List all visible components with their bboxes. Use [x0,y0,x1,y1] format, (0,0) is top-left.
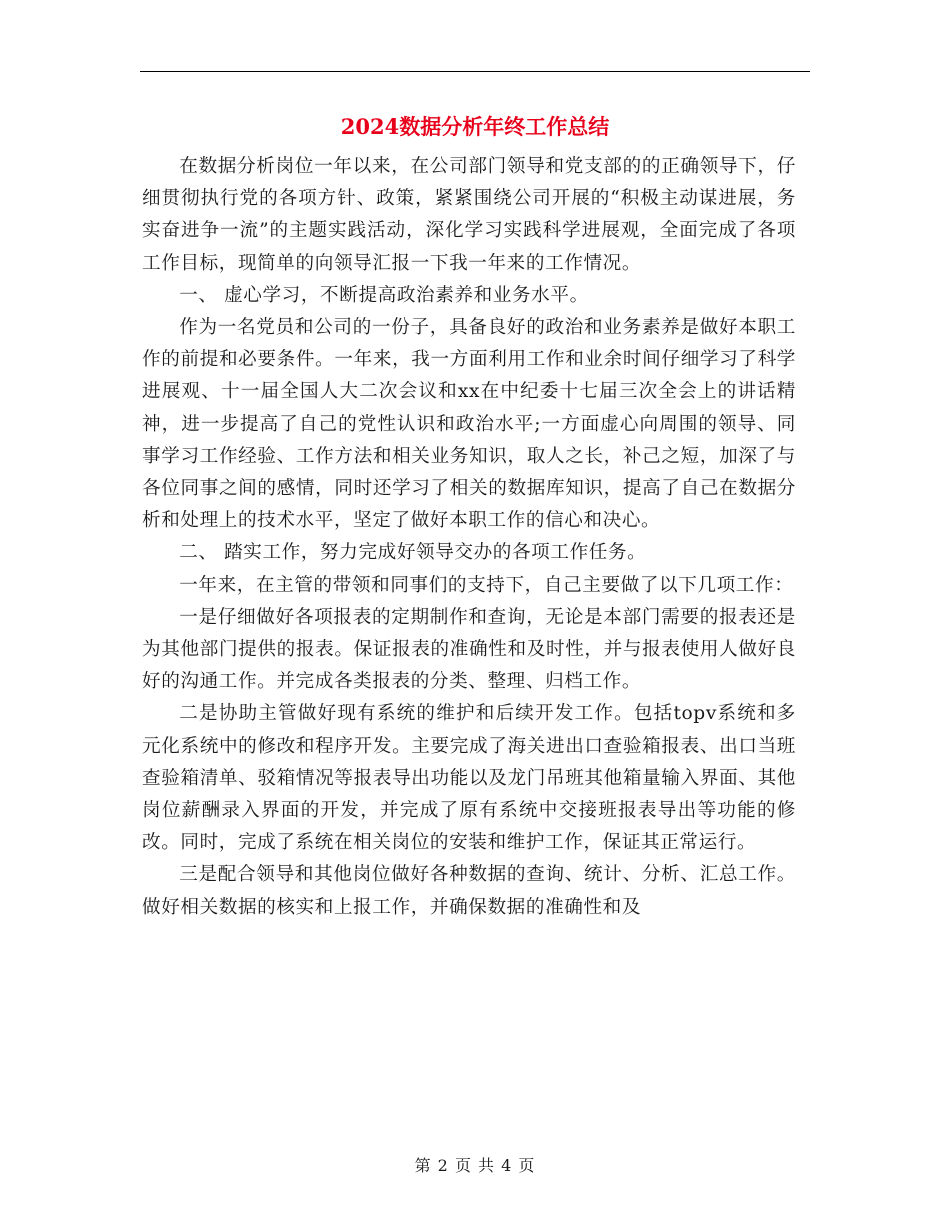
document-title: 2024数据分析年终工作总结 [340,114,610,139]
paragraph-work-overview: 一年来，在主管的带领和同事们的支持下，自己主要做了以下几项工作： [179,574,794,596]
header-rule [140,71,810,72]
paragraph-item-2: 二是协助主管做好现有系统的维护和后续开发工作。包括topv系统和多元化系统中的修改和程序开发。主要完成了海关进出口查验箱报表、出口当班查验箱清单、驳箱情况等报表导出功能以及龙门吊班其他箱量输入界面、其他岗位薪酬录入界面的开发，并完成了原有系统中交接班报表导出等功能的修改。同时，完成了系统在相关岗位的安装和维护工作，保证其正常运行。 [142,703,796,854]
section-heading-1: 一、 虚心学习，不断提高政治素养和业务水平。 [179,284,589,306]
document-body [142,151,796,924]
page-footer [140,1153,810,1176]
page-number-label: 第 2 页 共 4 页 [414,1156,536,1175]
paragraph-item-1: 一是仔细做好各项报表的定期制作和查询，无论是本部门需要的报表还是为其他部门提供的报表。保证报表的准确性和及时性，并与报表使用人做好良好的沟通工作。并完成各类报表的分类、整理、归档工作。 [142,606,796,693]
paragraph-study: 作为一名党员和公司的一份子，具备良好的政治和业务素养是做好本职工作的前提和必要条件。一年来，我一方面利用工作和业余时间仔细学习了科学进展观、十一届全国人大二次会议和xx在中纪委十七届三次全会上的讲话精神，进一步提高了自己的党性认识和政治水平;一方面虚心向周围的领导、同事学习工作经验、工作方法和相关业务知识，取人之长，补己之短，加深了与各位同事之间的感情，同时还学习了相关的数据库知识，提高了自己在数据分析和处理上的技术水平，坚定了做好本职工作的信心和决心。 [142,317,796,532]
section-heading-2: 二、 踏实工作，努力完成好领导交办的各项工作任务。 [179,542,647,564]
paragraph-intro: 在数据分析岗位一年以来，在公司部门领导和党支部的的正确领导下，仔细贯彻执行党的各项方针、政策，紧紧围绕公司开展的“积极主动谋进展，务实奋进争一流”的主题实践活动，深化学习实践科学进展观，全面完成了各项工作目标，现简单的向领导汇报一下我一年来的工作情况。 [142,156,796,274]
paragraph-item-3: 三是配合领导和其他岗位做好各种数据的查询、统计、分析、汇总工作。做好相关数据的核实和上报工作，并确保数据的准确性和及 [142,864,796,918]
